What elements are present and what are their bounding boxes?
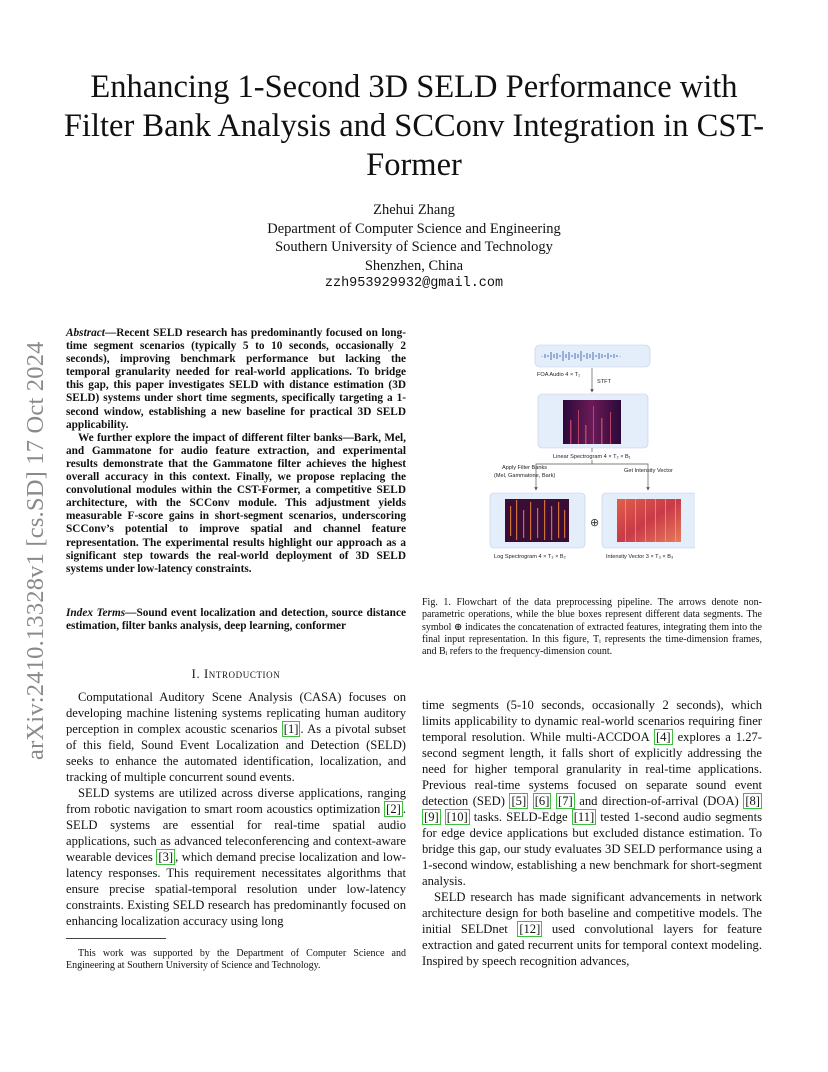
paper-title: Enhancing 1-Second 3D SELD Performance with Filter Bank Analysis and SCConv Integration in CST-Former [63,69,765,183]
filter-bank-label-2: (Mel, Gammatone, Bark) [494,473,556,479]
citation-link[interactable]: [1] [283,722,299,736]
log-spectrogram-label: Log Spectrogram 4 × T₃ × B₂ [494,554,566,560]
footnote-divider [66,938,166,939]
citation-link[interactable]: [8] [745,794,760,808]
abstract-p1: —Recent SELD research has predominantly focused on long-time segment scenarios (typically 5 to 10 seconds, occasionally 2 seconds), improving benchmark performance but lacking the temporal granularity needed for real-world applications. To bridge this gap, this paper investigates SELD with distance estimation (3D SELD) systems under short time segments, specifically targeting a 1-second window, establishing a new baseline for practical 3D SELD applicability. [66,327,406,431]
abstract-p2: We further explore the impact of different filter banks—Bark, Mel, and Gammatone for audio feature extraction, and experimental results demonstrate that the Gammatone filter achieves the highest overall accuracy in this context. Finally, we propose replacing the convolutional modules within the CST-Former, a competitive SELD architecture, with the SCConv module. This adjustment yields measurable F-score gains in short-segment scenarios, underscoring SCConv’s potential to improve spatial and channel feature representation. The experimental results highlight our approach as a significant step towards the real-world deployment of 3D SELD systems under low-latency constraints. [66,431,406,575]
section-title: Introduction [203,667,281,681]
intensity-vector-image [617,499,681,542]
citation-link[interactable]: [11] [573,810,595,824]
intensity-op-label: Get Intensity Vector [624,468,673,474]
author-city: Shenzhen, China [364,257,464,274]
intensity-vector-label: Intensity Vector 3 × T₃ × B₃ [606,554,674,560]
intro-paragraph-1: Computational Auditory Scene Analysis (CASA) focuses on developing machine listening systems replicating human auditory perception in complex acoustic scenarios [1] . As a pivotal subset of this field, Sound Event Localization and Detection (SELD) seeks to enhance the automated identification, localization, and tracking of multiple concurrent sound events. [66,690,406,784]
intro-paragraph-2: SELD systems are utilized across diverse applications, ranging from robotic navigation to smart room acoustics optimization [2] . SELD systems are essential for real-time spatial audio applications, such as advanced teleconferencing and context-aware wearable devices [3] , which demand precise localization and low-latency responses. This requirement necessitates algorithms that ensure precise spatial-temporal resolution under low-latency constraints. Existing SELD research has predominantly focused on enhancing localization accuracy using long [66,786,406,928]
abstract-label: Abstract [66,327,105,339]
author-block [200,201,628,294]
figure-caption-label: Fig. 1. [422,597,451,608]
intro-paragraph-4: SELD research has made significant advancements in network architecture design for both baseline and competitive models. The initial SELDnet [12] used convolutional layers for feature extraction and gated recurrent units for temporal context modeling. Inspired by speech recognition advances, [422,890,762,968]
citation-link[interactable]: [12] [519,922,541,936]
figure-caption [422,597,762,658]
linear-spectrogram-image [563,400,621,444]
index-terms [66,607,406,633]
stft-label: STFT [597,379,611,385]
citation-link[interactable]: [5] [511,794,527,808]
author-email[interactable]: zzh953929932@gmail.com [324,276,504,291]
intro-right-column [422,697,762,969]
section-number: I. [191,667,201,681]
flowchart-svg [480,340,695,578]
foa-audio-label: FOA Audio 4 × T₁ [537,372,580,378]
author-department: Department of Computer Science and Engineering [267,220,561,237]
filter-bank-label-1: Apply Filter Banks [502,465,548,471]
section-heading [66,667,406,682]
footnote: This work was supported by the Department of Computer Science and Engineering at Southern University of Science and Technology. [66,948,406,972]
citation-link[interactable]: [4] [655,730,671,744]
citation-link[interactable]: [9] [424,810,439,824]
index-terms-label: Index Terms [66,607,126,619]
arxiv-stamp: arXiv:2410.13328v1 [cs.SD] 17 Oct 2024 [22,341,49,760]
citation-link[interactable]: [10] [446,810,468,824]
linear-spectrogram-label: Linear Spectrogram 4 × T₂ × B₁ [553,454,631,460]
citation-link[interactable]: [3] [158,850,174,864]
intro-left-column [66,689,406,929]
intro-paragraph-3: time segments (5-10 seconds, occasionally 2 seconds), which limits applicability to dynamic real-world scenarios requiring finer temporal resolution. While multi-ACCDOA [4] explores a 1.27-second segment length, it falls short of explicitly addressing the need for higher temporal granularity in real-time applications. Previous real-time systems focused on separate sound event detection (SED) [5] [6] [7] and direction-of-arrival (DOA) [8] [9] [10] tasks. SELD-Edge [11] tested 1-second audio segments for edge device applications but excluded distance estimation. To bridge this gap, our study evaluates 3D SELD performance using a 1-second window, establishing a new benchmark for short-segment analysis. [422,698,762,888]
figure-caption-text: Flowchart of the data preprocessing pipeline. The arrows denote non-parametric operations, while the blue boxes represent different data segments. The symbol ⊕ indicates the concatenation of extracted features, integrating them into the final input representation. In this figure, Tᵢ represents the time-dimension frames, and Bᵢ refers to the frequency-dimension count. [422,597,763,658]
citation-link[interactable]: [7] [558,794,573,808]
citation-link[interactable]: [2] [386,802,401,816]
concat-symbol: ⊕ [590,516,600,529]
citation-link[interactable]: [6] [534,794,550,808]
figure-flowchart [480,340,695,578]
author-name: Zhehui Zhang [373,202,455,218]
index-terms-text: —Sound event localization and detection, source distance estimation, filter banks analysis, deep learning, conformer [66,607,406,633]
author-university: Southern University of Science and Technology [275,239,553,255]
abstract [66,327,406,576]
